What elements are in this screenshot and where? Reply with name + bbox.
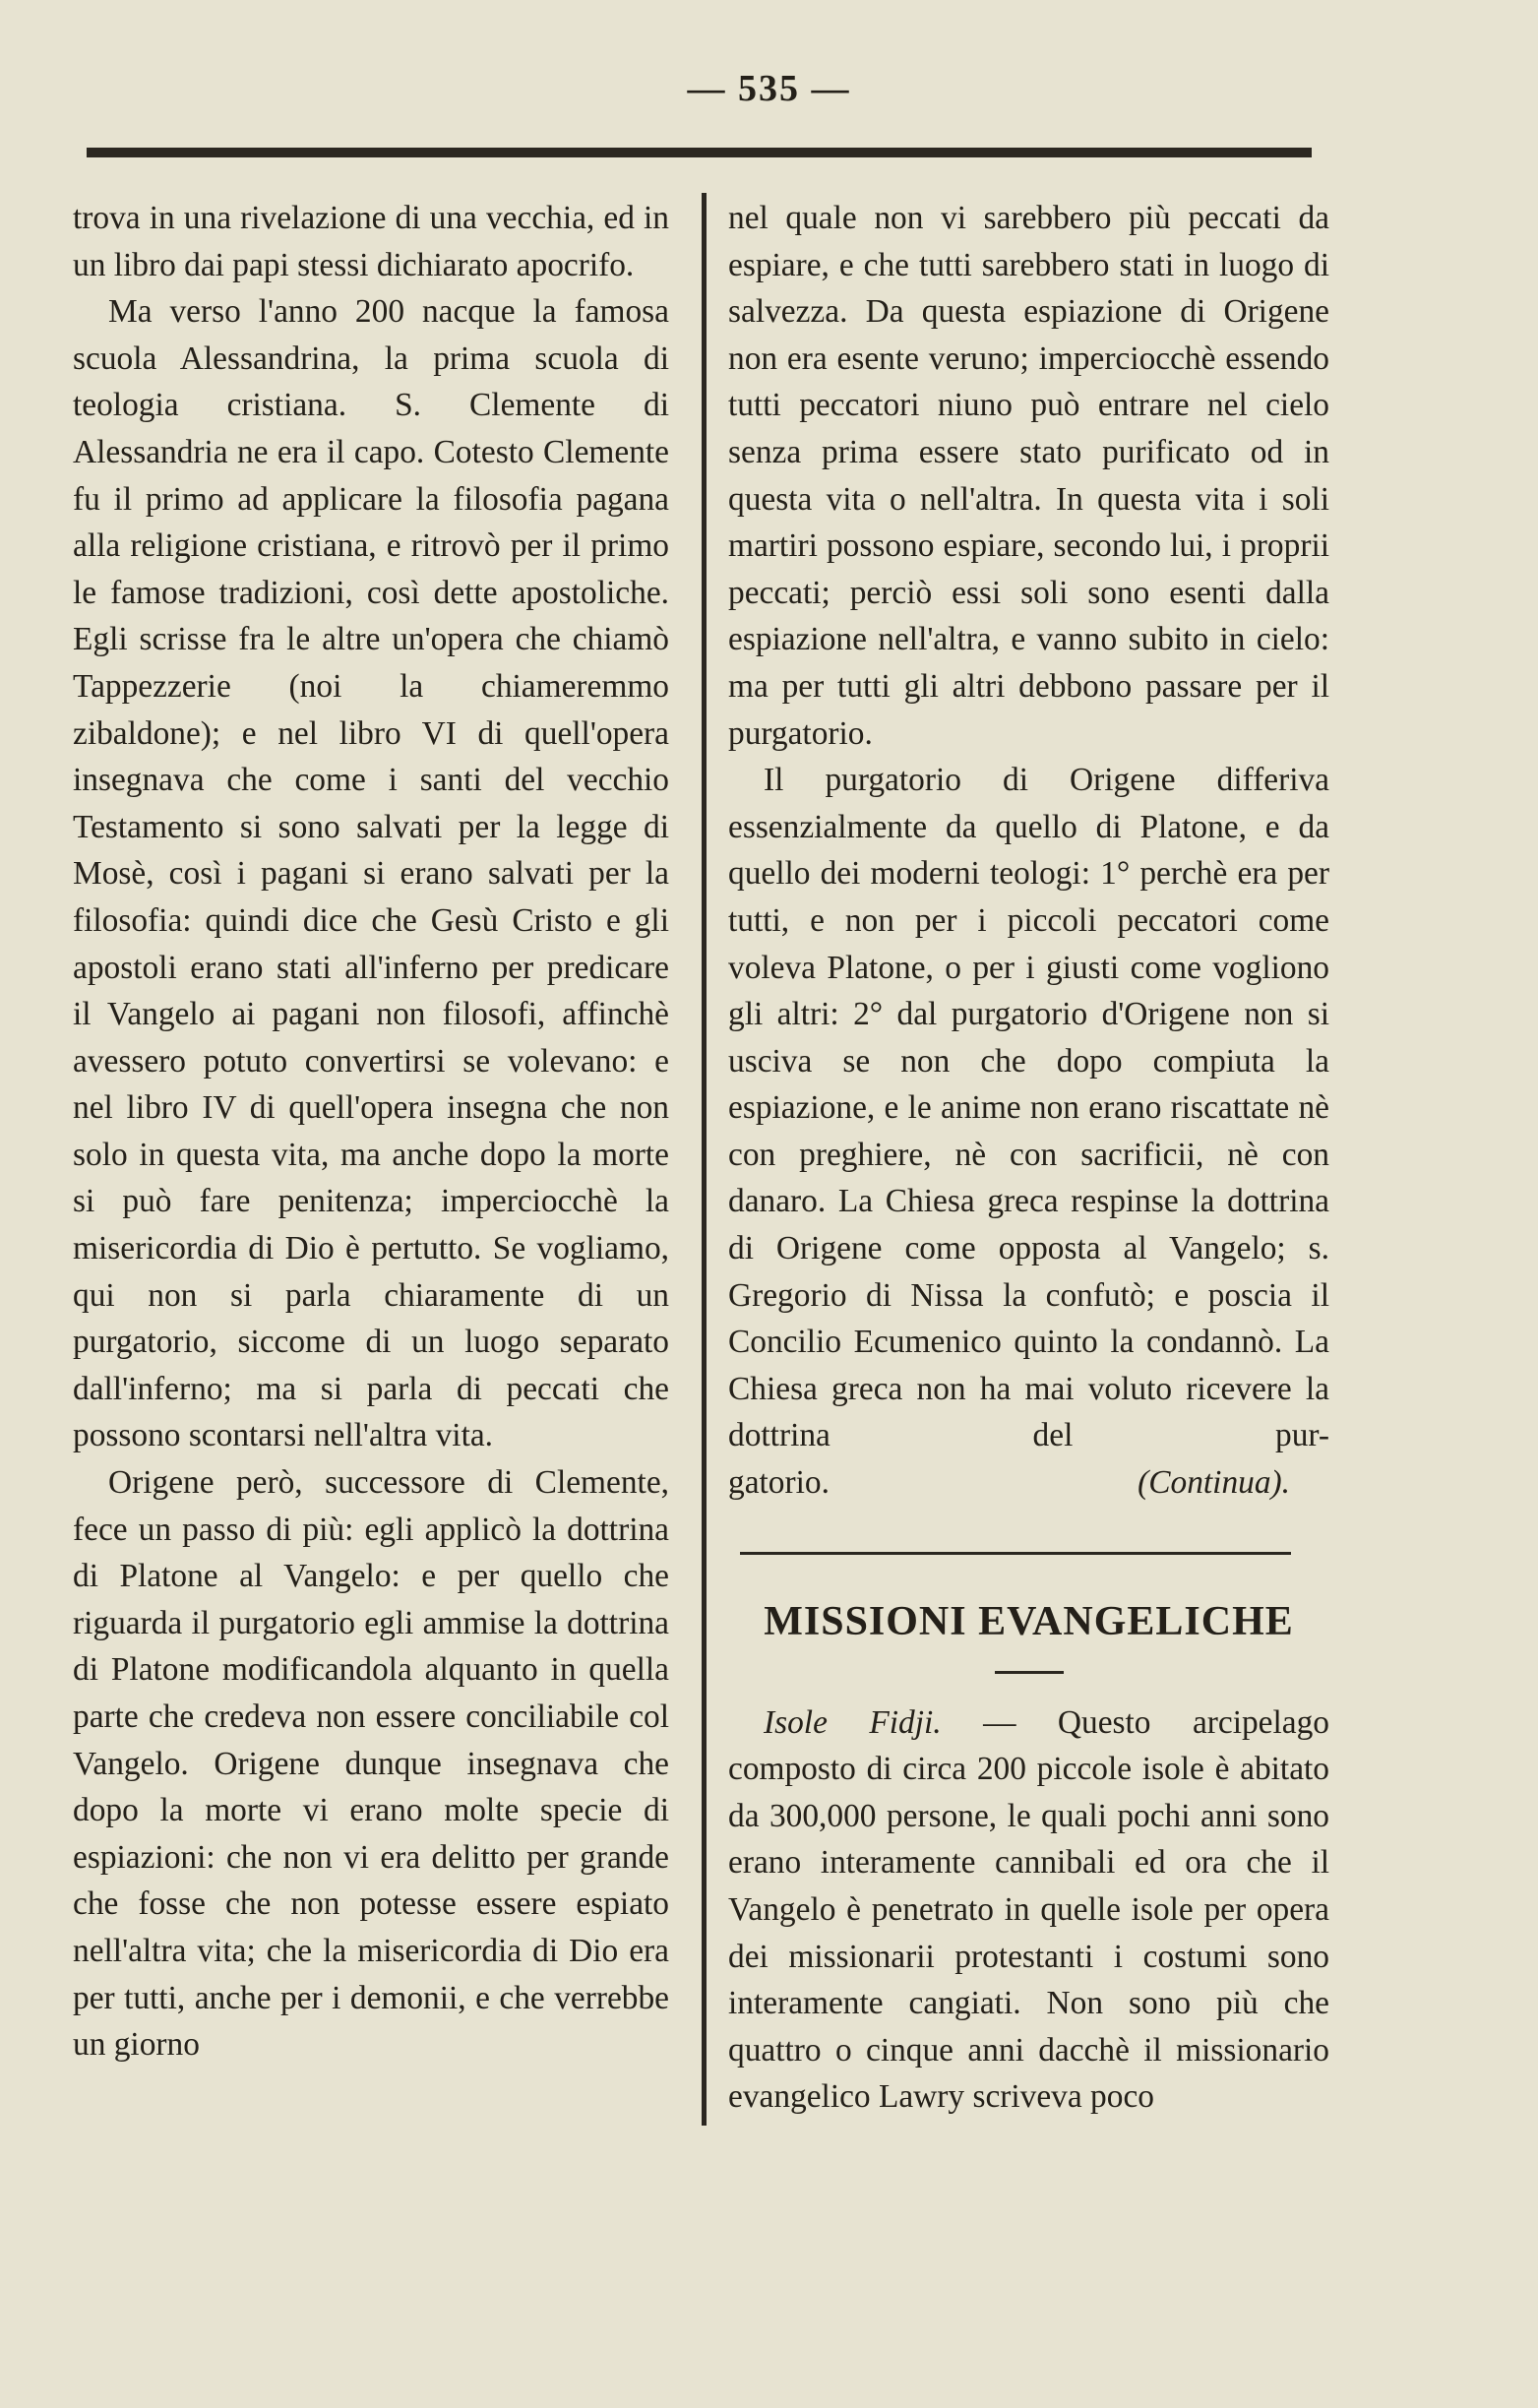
paragraph: Origene però, successore di Clemente, fece un passo di più: egli applicò la dottrina di Platone al Vangelo: e per quello che riguarda il purgatorio egli ammise la dottrina di Platone modificandola alquanto in quella parte che credeva non essere conciliabile col Vangelo. Origene dunque insegnava che dopo la morte vi erano molte specie di espiazioni: che non vi era delitto per grande che fosse che non potesse essere espiato nell'altra vita; che la misericordia di Dio era per tutti, anche per i demonii, e che verrebbe un giorno — [73, 1464, 669, 2064]
paragraph: Il purgatorio di Origene differiva essenzialmente da quello di Platone, e da quello dei moderni teologi: 1° perchè era per tutti, e non per i piccoli peccatori come voleva Platone, o per i giusti come vogliono gli altri: 2° dal purgatorio d'Origene non si usciva se non che dopo compiuta la espiazione, e le anime non erano riscattate nè con preghiere, nè con sacrificii, nè con danaro. La Chiesa greca respinse la dottrina di Origene come opposta al Vangelo; s. Gregorio di Nissa la confutò; e poscia il Concilio Ecumenico quinto la condannò. La Chiesa greca non ha mai voluto ricevere la dottrina del pur- — [728, 762, 1329, 1454]
header-rule — [87, 148, 1312, 157]
paragraph: Ma verso l'anno 200 nacque la famosa scuola Alessandrina, la prima scuola di teologia cristiana. S. Clemente di Alessandria ne era il capo. Cotesto Clemente fu il primo ad applicare la filosofia pagana alla religione cristiana, e ritrovò per il primo le famose tradizioni, così dette apostoliche. Egli scrisse fra le altre un'opera che chiamò Tappezzerie (noi la chiameremmo zibaldone); e nel libro VI di quell'opera insegnava che come i santi del vecchio Testamento si sono salvati per la legge di Mosè, così i pagani si erano salvati per la filosofia: quindi dice che Gesù Cristo e gli apostoli erano stati all'inferno per predicare il Vangelo ai pagani non filosofi, affinchè avessero potuto convertirsi se volevano: e nel libro IV di quell'opera insegna che non solo in questa vita, ma anche dopo la morte si può fare penitenza; imperciocchè la misericordia di Dio è pertutto. Se vogliamo, qui non si parla chiaramente di un purgatorio, siccome di un luogo separato dall'inferno; ma si parla di peccati che possono scontarsi nell'altra vita. — [73, 293, 669, 1454]
left-column — [73, 195, 669, 2068]
paragraph: nel quale non vi sarebbero più peccati da espiare, e che tutti sarebbero stati in luogo di salvezza. Da questa espiazione di Origene non era esente veruno; imperciocchè essendo tutti peccatori niuno può entrare nel cielo senza prima essere stato purificato od in questa vita o nell'altra. In questa vita i soli martiri possono espiare, secondo lui, i proprii peccati; perciò essi soli sono esenti dalla espiazione nell'altra, e vanno subito in cielo: ma per tutti gli altri debbono passare per il purgatorio. — [728, 200, 1329, 752]
lead-title: Isole Fidji. — [764, 1703, 942, 1741]
paragraph: trova in una rivelazione di una vecchia, ed in un libro dai papi stessi dichiarato apocrifo. — [73, 200, 669, 283]
paragraph — [728, 1699, 1329, 2121]
lead-text: — Questo arcipelago composto di circa 200 piccole isole è abitato da 300,000 persone, le quali pochi anni sono erano interamente cannibali ed ora che il Vangelo è penetrato in quelle isole per opera dei missionarii protestanti i costumi sono interamente cangiati. Non sono più che quattro o cinque anni dacchè il missionario evangelico Lawry scriveva poco — [728, 1703, 1329, 2116]
section-separator — [740, 1552, 1291, 1555]
continua-note: (Continua). — [1138, 1464, 1290, 1502]
section-heading: MISSIONI EVANGELICHE — [764, 1598, 1294, 1644]
column-divider — [702, 193, 707, 2126]
page-number: — 535 — — [687, 68, 851, 109]
heading-underline — [995, 1671, 1064, 1674]
right-column — [728, 195, 1329, 2121]
continuation-line — [728, 1459, 1329, 1507]
closing-word: gatorio. — [728, 1464, 830, 1502]
